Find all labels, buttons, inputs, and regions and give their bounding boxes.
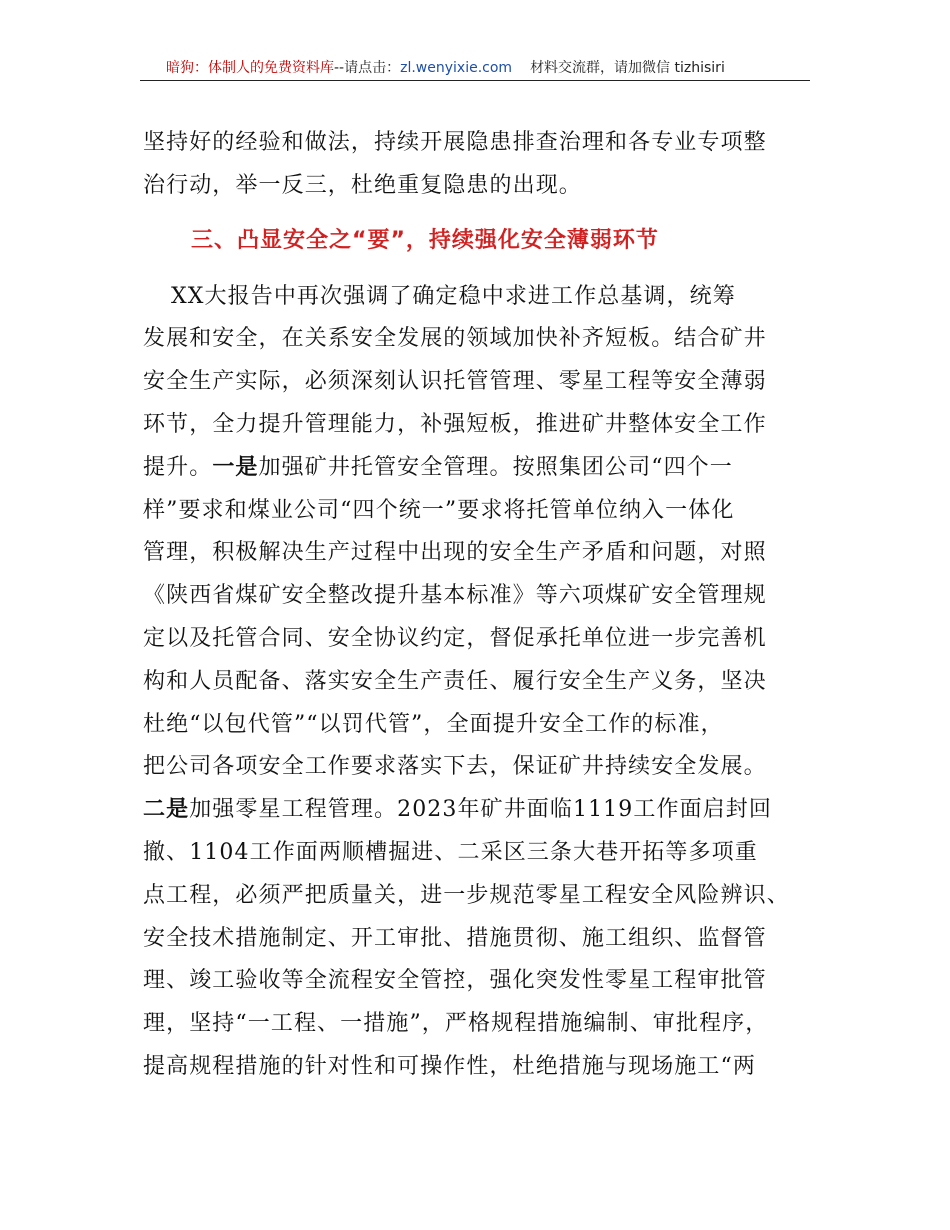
text-line — [143, 447, 823, 490]
page-header — [140, 58, 810, 81]
text-line: 发展和安全，在关系安全发展的领域加快补齐短板。结合矿井 — [143, 326, 767, 352]
header-site-name: 暗狗：体制人的免费资料库 — [166, 60, 334, 76]
text-line: 理、竣工验收等全流程安全管控，强化突发性零星工程审批管 — [143, 968, 767, 994]
header-wechat-note: 材料交流群，请加微信 tizhisiri — [530, 60, 725, 76]
bold-marker-two: 二是 — [143, 797, 190, 823]
text-line: 安全技术措施制定、开工审批、措施贯彻、施工组织、监督管 — [143, 925, 767, 951]
text-line: 杜绝“以包代管”“以罚代管”，全面提升安全工作的标准， — [143, 711, 724, 737]
text-segment: 加强零星工程管理。2023年矿井面临1119工作面启封回 — [189, 797, 772, 823]
text-line: XX大报告中再次强调了确定稳中求进工作总基调，统筹 — [171, 283, 736, 309]
text-line: 定以及托管合同、安全协议约定，督促承托单位进一步完善机 — [143, 625, 767, 651]
text-line: 构和人员配备、落实安全生产责任、履行安全生产义务，坚决 — [143, 668, 767, 694]
header-click-prompt: --请点击： — [334, 60, 401, 76]
header-url-link[interactable]: zl.wenyixie.com — [400, 60, 513, 76]
text-line: 安全生产实际，必须深刻认识托管管理、零星工程等安全薄弱 — [143, 369, 767, 395]
text-line: 管理，积极解决生产过程中出现的安全生产矛盾和问题，对照 — [143, 540, 767, 566]
text-segment: 加强矿井托管安全管理。按照集团公司“四个一 — [258, 454, 733, 480]
document-body — [143, 122, 823, 1089]
text-line: 理，坚持“一工程、一措施”，严格规程措施编制、审批程序， — [143, 1011, 769, 1037]
text-line: 《陕西省煤矿安全整改提升基本标准》等六项煤矿安全管理规 — [143, 583, 767, 609]
text-line: 环节，全力提升管理能力，补强短板，推进矿井整体安全工作 — [143, 411, 767, 437]
section-heading: 三、凸显安全之“要”，持续强化安全薄弱环节 — [191, 227, 659, 253]
text-line: 点工程，必须严把质量关，进一步规范零星工程安全风险辨识、 — [143, 882, 790, 908]
text-line: 坚持好的经验和做法，持续开展隐患排查治理和各专业专项整 — [143, 130, 767, 155]
text-line: 样”要求和煤业公司“四个统一”要求将托管单位纳入一体化 — [143, 497, 735, 523]
text-line: 把公司各项安全工作要求落实下去，保证矿井持续安全发展。 — [143, 754, 767, 780]
text-line: 治行动，举一反三，杜绝重复隐患的出现。 — [143, 172, 582, 198]
paragraph — [143, 276, 823, 1089]
text-line: 撤、1104工作面两顺槽掘进、二采区三条大巷开拓等多项重 — [143, 839, 758, 865]
text-segment: 提升。 — [143, 454, 213, 480]
bold-marker-one: 一是 — [212, 454, 259, 480]
text-line — [143, 789, 823, 832]
text-line: 提高规程措施的针对性和可操作性，杜绝措施与现场施工“两 — [143, 1053, 756, 1079]
